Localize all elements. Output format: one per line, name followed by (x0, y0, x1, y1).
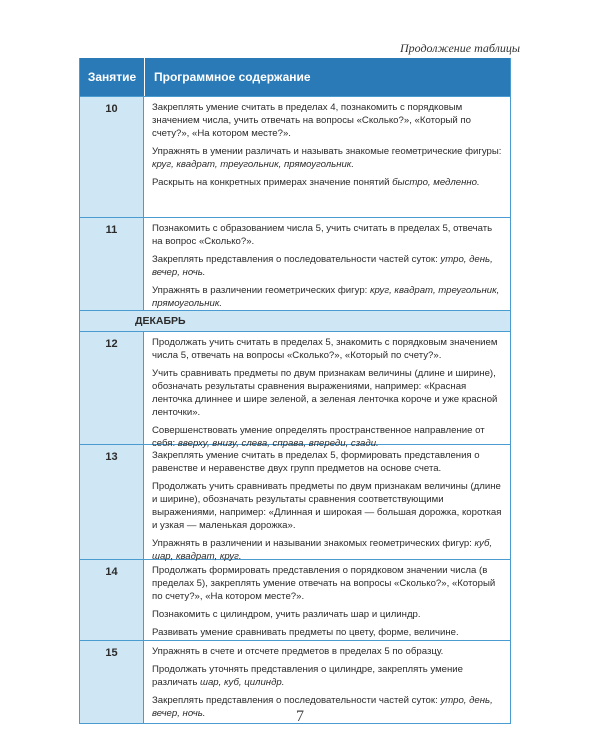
italic-terms: утро, день, вечер, ночь. (152, 695, 493, 719)
curriculum-table (79, 58, 511, 724)
page-number: 7 (296, 708, 304, 725)
lesson-number: 10 (80, 97, 144, 217)
content-paragraph: Совершенствовать умение определять пространственное направление от себя: вверху, внизу, слева, справа, впереди, сзади. (152, 425, 485, 449)
italic-terms: круг, квадрат, треугольник, прямоугольник. (152, 159, 355, 170)
lesson-content (144, 560, 510, 640)
table-row (80, 444, 510, 562)
content-paragraph: Закреплять представления о последовательности частей суток: утро, день, вечер, ночь. (152, 695, 493, 719)
content-paragraph: Упражнять в различении геометрических фигур: круг, квадрат, треугольник, прямоугольник. (152, 285, 500, 309)
lesson-number: 11 (80, 218, 144, 310)
content-paragraph: Упражнять в счете и отсчете предметов в пределах 5 по образцу. (152, 646, 444, 657)
italic-terms: утро, день, вечер, ночь. (152, 254, 493, 278)
lesson-number: 14 (80, 560, 144, 640)
content-paragraph: Закреплять представления о последовательности частей суток: утро, день, вечер, ночь. (152, 254, 493, 278)
italic-terms: круг, квадрат, треугольник, прямоугольник. (152, 285, 500, 309)
table-row (80, 331, 510, 449)
content-paragraph: Закреплять умение считать в пределах 5, формировать представления о равенстве и неравенстве двух групп предметов на основе счета. (152, 450, 480, 474)
lesson-content (144, 218, 510, 310)
content-paragraph: Продолжать уточнять представления о цилиндре, закреплять умение различать шар, куб, цилиндр. (152, 664, 464, 688)
content-paragraph: Упражнять в умении различать и называть знакомые геометрические фигуры: круг, квадрат, треугольник, прямоугольник. (152, 146, 502, 170)
italic-terms: шар, куб, цилиндр. (200, 677, 285, 688)
section-december: ДЕКАБРЬ (80, 310, 510, 331)
continuation-note: Продолжение таблицы (399, 41, 520, 55)
lesson-number: 12 (80, 332, 144, 444)
content-paragraph: Продолжать учить считать в пределах 5, знакомить с порядковым значением числа 5, отвечать на вопросы «Сколько?», «Который по счету?». (152, 337, 498, 361)
header-content: Программное содержание (154, 70, 311, 84)
table-header (80, 58, 510, 96)
content-paragraph: Учить сравнивать предметы по двум признакам величины (длине и ширине), обозначать результаты сравнения выражениями, например: «Красная ленточка длиннее и шире зеленой, а зеленая ленточка короче и уже красной ленточки». (152, 368, 498, 418)
table-row (80, 217, 510, 310)
content-paragraph: Продолжать учить сравнивать предметы по двум признакам величины (длине и ширине), обозначать результаты сравнения соответствующими выражениями, например: «Длинная и широкая — большая дорожка, короткая и узкая — маленькая дорожка». (152, 481, 502, 531)
content-paragraph: Раскрыть на конкретных примерах значение понятий быстро, медленно. (152, 177, 480, 188)
content-paragraph: Закреплять умение считать в пределах 4, познакомить с порядковым значением числа, учить отвечать на вопросы «Сколько?», «Который по счету?», «На котором месте?». (152, 102, 471, 139)
content-paragraph: Познакомить с цилиндром, учить различать шар и цилиндр. (152, 609, 421, 620)
italic-terms: вверху, внизу, слева, справа, впереди, сзади. (177, 438, 379, 449)
italic-terms: куб, шар, квадрат, круг. (152, 538, 493, 562)
lesson-content (144, 97, 510, 217)
content-paragraph: Продолжать формировать представления о порядковом значении числа (в пределах 5), закреплять умение отвечать на вопросы «Сколько?», «Который по счету?», «На котором месте?». (152, 565, 496, 602)
content-paragraph: Развивать умение сравнивать предметы по цвету, форме, величине. (152, 627, 459, 638)
lesson-number: 15 (80, 641, 144, 723)
table-row (80, 559, 510, 640)
content-paragraph: Упражнять в различении и назывании знакомых геометрических фигур: куб, шар, квадрат, круг. (152, 538, 493, 562)
header-lesson: Занятие (80, 58, 145, 96)
lesson-number: 13 (80, 445, 144, 559)
content-paragraph: Познакомить с образованием числа 5, учить считать в пределах 5, отвечать на вопрос «Сколько?». (152, 223, 493, 247)
lesson-content (144, 445, 510, 562)
italic-terms: быстро, медленно. (392, 177, 480, 188)
lesson-content (144, 332, 510, 449)
table-row (80, 96, 510, 217)
